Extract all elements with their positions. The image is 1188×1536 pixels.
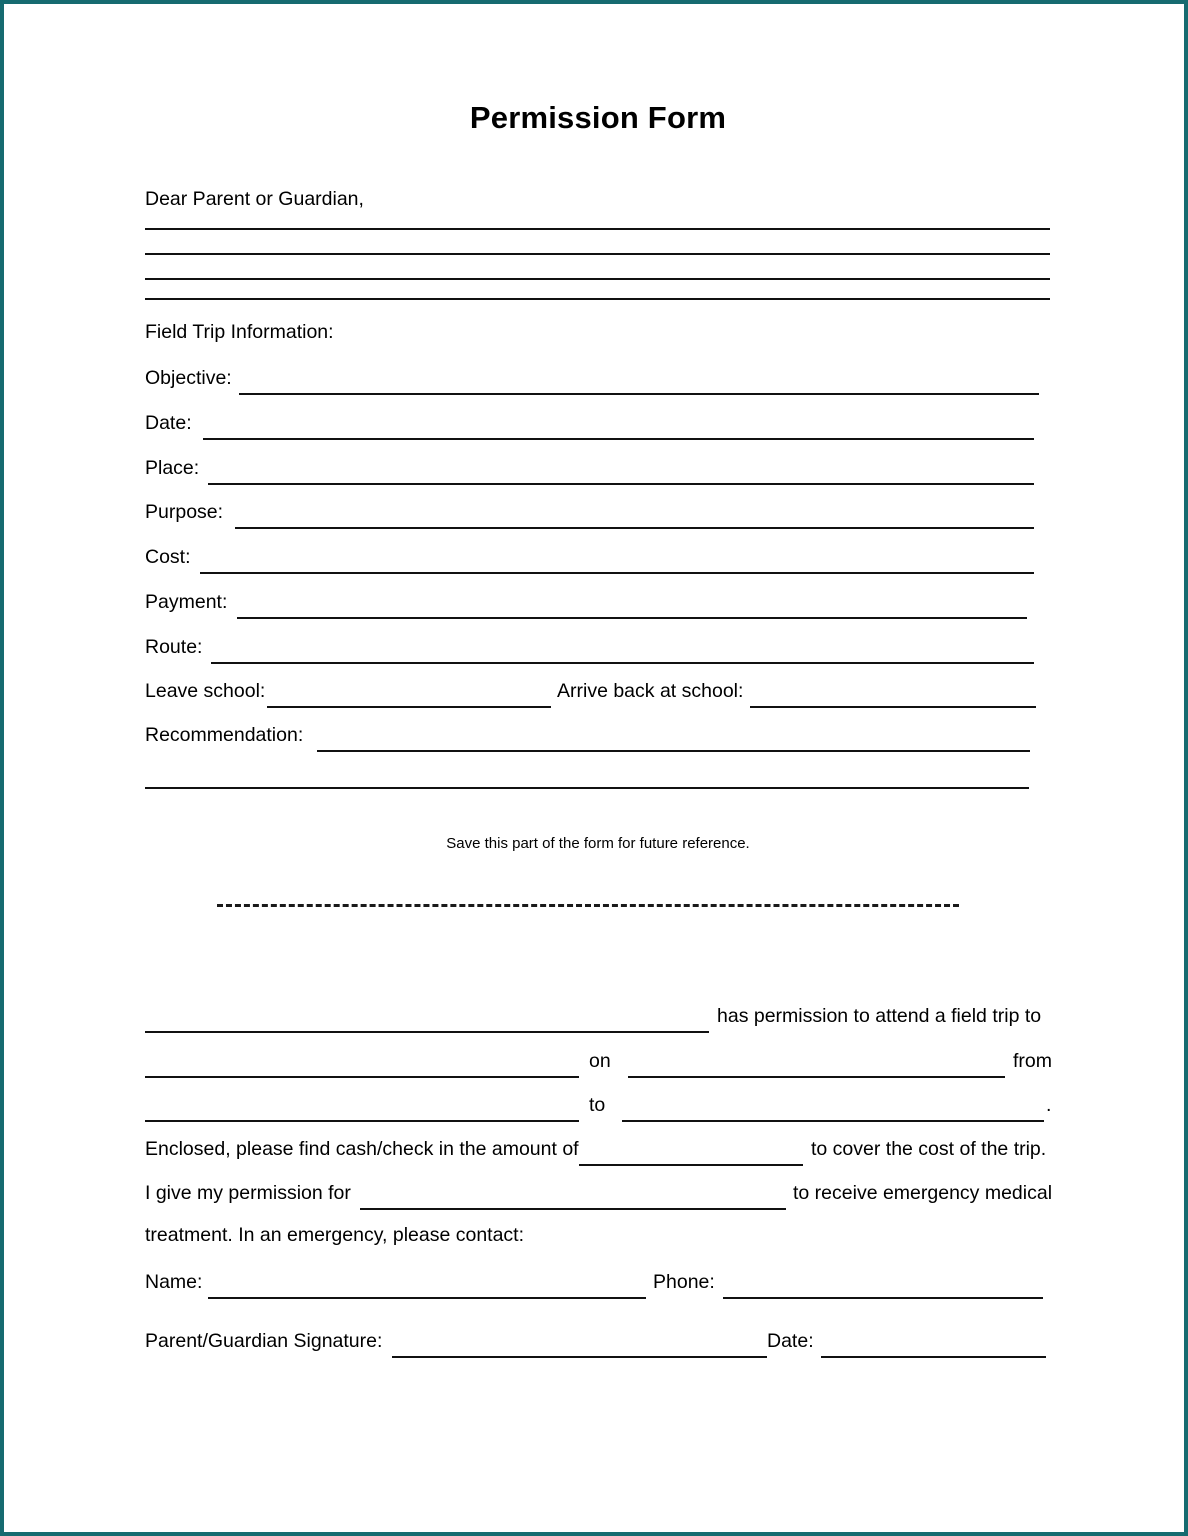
field-row-leave-arrive (145, 680, 1051, 710)
medical-continued-text: treatment. In an emergency, please contact: (145, 1224, 525, 1246)
tear-off-separator (217, 904, 959, 907)
blank-line-1[interactable] (145, 228, 1050, 230)
period-text: . (1046, 1094, 1052, 1116)
field-input-medical-student-name[interactable] (360, 1208, 786, 1210)
to-text: to (589, 1094, 606, 1116)
field-row-place (145, 457, 1051, 487)
field-row-student-permission (145, 1005, 1051, 1035)
field-input-leave-school[interactable] (267, 706, 551, 708)
on-text: on (589, 1050, 611, 1072)
field-label-payment: Payment: (145, 591, 228, 613)
field-input-date[interactable] (203, 438, 1034, 440)
field-row-objective (145, 367, 1051, 397)
field-input-purpose[interactable] (235, 527, 1034, 529)
field-row-purpose (145, 501, 1051, 531)
enclosed-prefix-text: Enclosed, please find cash/check in the amount of (145, 1138, 579, 1160)
field-row-cost (145, 546, 1051, 576)
save-note-text: Save this part of the form for future reference. (446, 835, 750, 852)
from-text: from (1013, 1050, 1052, 1072)
medical-suffix-text: to receive emergency medical (793, 1182, 1053, 1204)
field-label-cost: Cost: (145, 546, 191, 568)
field-row-route (145, 636, 1051, 666)
field-row-medical-permission (145, 1182, 1051, 1212)
blank-line-2[interactable] (145, 253, 1050, 255)
section-heading-field-trip-information: Field Trip Information: (145, 321, 334, 343)
field-input-emergency-name[interactable] (208, 1297, 646, 1299)
field-label-arrive-back-at-school: Arrive back at school: (557, 680, 744, 702)
field-label-name: Name: (145, 1271, 203, 1293)
field-input-arrive-back-at-school[interactable] (750, 706, 1036, 708)
field-input-payment[interactable] (237, 617, 1027, 619)
field-input-signature-date[interactable] (821, 1356, 1046, 1358)
field-label-recommendation: Recommendation: (145, 724, 304, 746)
field-input-parent-guardian-signature[interactable] (392, 1356, 767, 1358)
page-title: Permission Form (469, 100, 727, 135)
field-label-purpose: Purpose: (145, 501, 224, 523)
field-input-time-to[interactable] (622, 1120, 1044, 1122)
field-input-route[interactable] (211, 662, 1034, 664)
field-label-route: Route: (145, 636, 203, 658)
field-row-payment (145, 591, 1051, 621)
medical-prefix-text: I give my permission for (145, 1182, 351, 1204)
field-input-time-from[interactable] (145, 1120, 579, 1122)
field-row-enclosed-amount (145, 1138, 1051, 1168)
field-input-amount[interactable] (579, 1164, 803, 1166)
field-label-objective: Objective: (145, 367, 232, 389)
field-row-date (145, 412, 1051, 442)
field-input-recommendation-line-2[interactable] (145, 787, 1029, 789)
field-input-objective[interactable] (239, 393, 1039, 395)
salutation-text: Dear Parent or Guardian, (145, 188, 364, 210)
field-row-time-range (145, 1094, 1051, 1124)
field-input-place[interactable] (208, 483, 1034, 485)
field-label-phone: Phone: (653, 1271, 715, 1293)
field-row-emergency-contact (145, 1271, 1051, 1301)
field-input-trip-date[interactable] (628, 1076, 1005, 1078)
field-label-leave-school: Leave school: (145, 680, 266, 702)
field-input-recommendation[interactable] (317, 750, 1030, 752)
field-input-cost[interactable] (200, 572, 1034, 574)
field-label-parent-guardian-signature: Parent/Guardian Signature: (145, 1330, 383, 1352)
field-row-signature-date (145, 1330, 1051, 1360)
blank-line-3[interactable] (145, 278, 1050, 280)
field-label-place: Place: (145, 457, 200, 479)
field-row-destination-date-from (145, 1050, 1051, 1080)
field-row-recommendation (145, 724, 1051, 754)
field-input-student-name[interactable] (145, 1031, 709, 1033)
field-label-signature-date: Date: (767, 1330, 814, 1352)
field-input-destination[interactable] (145, 1076, 579, 1078)
blank-line-4[interactable] (145, 298, 1050, 300)
field-input-emergency-phone[interactable] (723, 1297, 1043, 1299)
enclosed-suffix-text: to cover the cost of the trip. (811, 1138, 1047, 1160)
field-label-date: Date: (145, 412, 192, 434)
form-sheet (145, 4, 1051, 1532)
has-permission-text: has permission to attend a field trip to (717, 1005, 1042, 1027)
